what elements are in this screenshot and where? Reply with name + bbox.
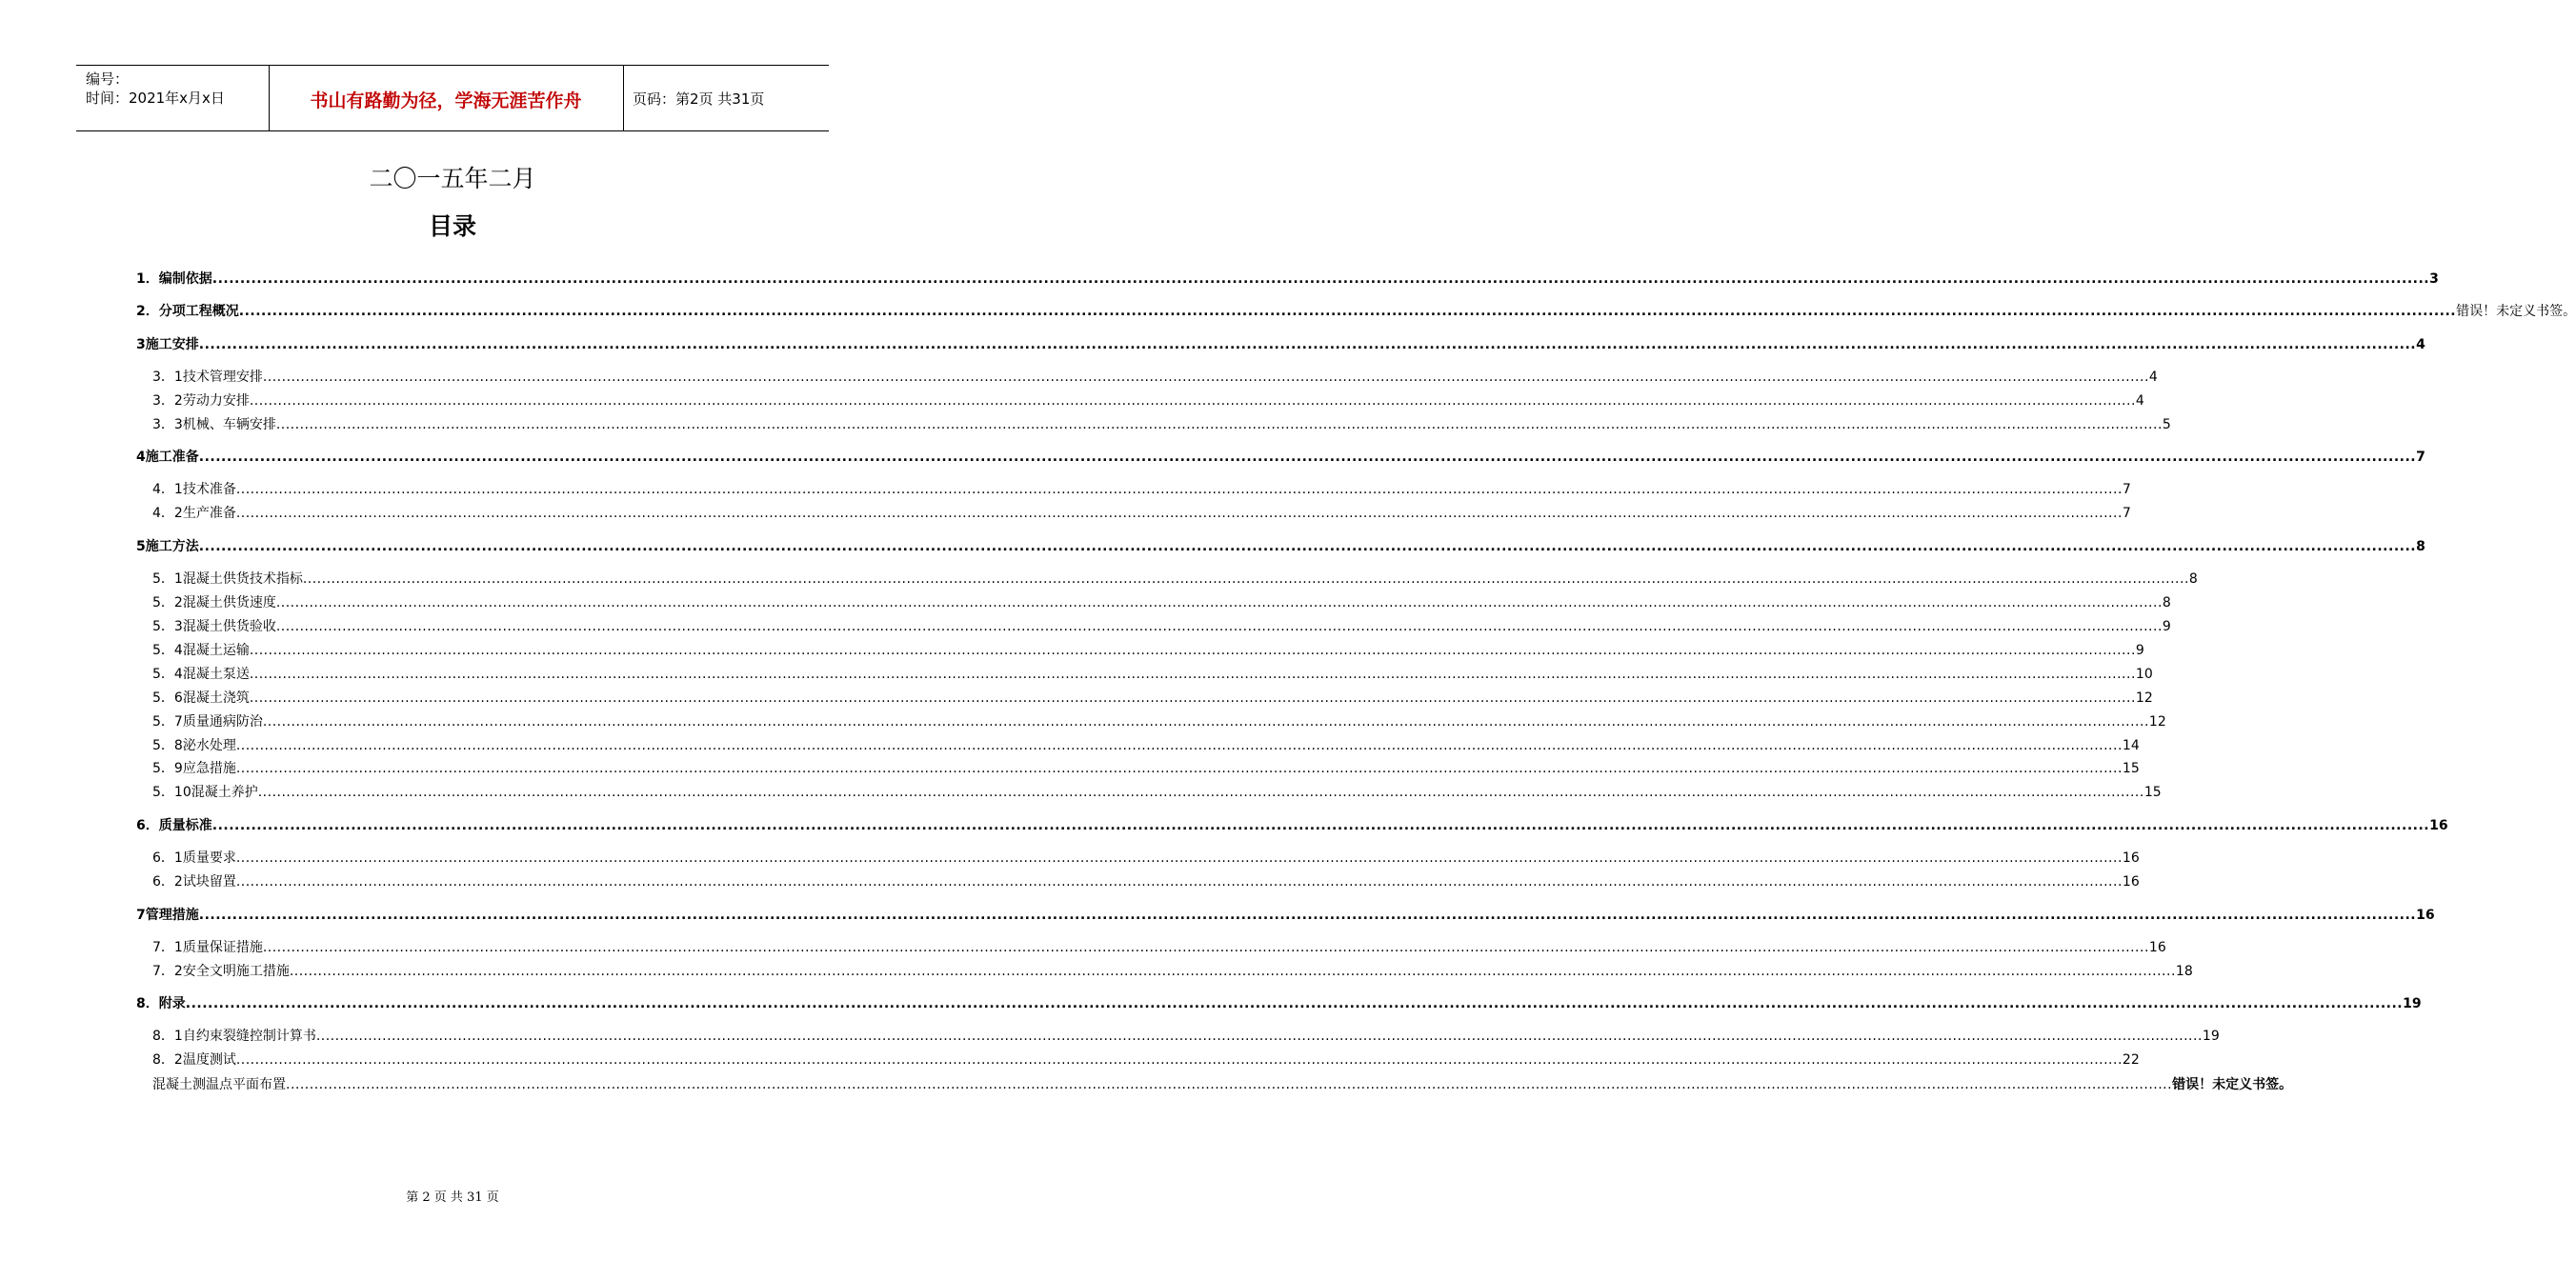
toc-entry-label: 6．1质量要求	[152, 850, 236, 866]
toc-entry-label: 8．1自约束裂缝控制计算书	[152, 1029, 316, 1044]
toc-entry-label: 5．2混凝土供货速度	[152, 595, 276, 610]
toc-entry-page: 错误！未定义书签。	[2456, 304, 2576, 319]
toc-entry-label: 4．1技术准备	[152, 482, 236, 497]
toc-entry[interactable]	[152, 616, 2171, 635]
toc-leader-dots: ................................................................................................................................................................................................................................................................................................................................................................................................................	[185, 996, 2404, 1011]
toc-leader-dots: ................................................................................................................................................................................................................................................................................................................................................................................................................	[198, 908, 2417, 923]
toc-entry[interactable]	[136, 269, 2439, 288]
toc-entry[interactable]	[152, 1074, 2293, 1093]
toc-leader-dots: ................................................................................................................................................................................................................................................................................................................................................................................................................	[198, 539, 2417, 554]
toc-leader-dots: ................................................................................................................................................................................................................................................................................................................................................................................................................	[262, 370, 2149, 385]
toc-entry-page: 16	[2122, 850, 2140, 866]
toc-entry[interactable]	[152, 479, 2131, 498]
toc-leader-dots: ................................................................................................................................................................................................................................................................................................................................................................................................................	[249, 690, 2136, 706]
toc-leader-dots: ................................................................................................................................................................................................................................................................................................................................................................................................................	[249, 667, 2136, 682]
toc-leader-dots: ................................................................................................................................................................................................................................................................................................................................................................................................................	[235, 761, 2123, 776]
toc-entry[interactable]	[136, 815, 2448, 834]
toc-entry[interactable]	[136, 447, 2425, 466]
toc-entry[interactable]	[152, 414, 2171, 433]
toc-entry-page: 8	[2416, 539, 2425, 554]
toc-entry-page: 7	[2122, 506, 2131, 521]
toc-leader-dots: ................................................................................................................................................................................................................................................................................................................................................................................................................	[315, 1029, 2203, 1044]
toc-entry-page: 12	[2135, 690, 2153, 706]
toc-entry-label: 3．1技术管理安排	[152, 370, 263, 385]
toc-entry[interactable]	[136, 301, 2576, 320]
toc-entry-page: 19	[2403, 996, 2422, 1011]
toc-entry-label: 5．10混凝土养护	[152, 785, 258, 800]
toc-entry-label: 3．3机械、车辆安排	[152, 417, 276, 432]
toc-entry-page: 8	[2162, 595, 2171, 610]
toc-entry-label: 6．2试块留置	[152, 874, 236, 890]
toc-leader-dots: ................................................................................................................................................................................................................................................................................................................................................................................................................	[235, 738, 2123, 753]
header-page-info: 页码：第2页 共31页	[633, 90, 765, 108]
toc-leader-dots: ................................................................................................................................................................................................................................................................................................................................................................................................................	[235, 1052, 2123, 1068]
toc-leader-dots: ................................................................................................................................................................................................................................................................................................................................................................................................................	[262, 714, 2149, 730]
toc-leader-dots: ................................................................................................................................................................................................................................................................................................................................................................................................................	[211, 271, 2430, 287]
toc-leader-dots: ................................................................................................................................................................................................................................................................................................................................................................................................................	[275, 619, 2163, 634]
toc-entry-page: 4	[2135, 393, 2144, 409]
toc-entry[interactable]	[152, 711, 2166, 730]
toc-entry[interactable]	[152, 503, 2131, 522]
toc-entry-page: 错误！未定义书签。	[2172, 1077, 2293, 1092]
toc-entry[interactable]	[152, 871, 2140, 890]
header-number: 编号：	[86, 70, 130, 88]
toc-entry[interactable]	[152, 569, 2198, 588]
toc-entry-label: 5．4混凝土泵送	[152, 667, 250, 682]
toc-entry[interactable]	[152, 1026, 2220, 1045]
toc-entry[interactable]	[152, 1050, 2140, 1069]
toc-leader-dots: ................................................................................................................................................................................................................................................................................................................................................................................................................	[198, 337, 2417, 352]
toc-entry-page: 16	[2429, 818, 2448, 833]
toc-entry-page: 16	[2416, 908, 2435, 923]
toc-entry-label: 1．编制依据	[136, 271, 212, 287]
toc-entry-label: 5．9应急措施	[152, 761, 236, 776]
toc-entry[interactable]	[152, 782, 2162, 801]
toc-entry-label: 7．1质量保证措施	[152, 940, 263, 955]
toc-entry-page: 4	[2148, 370, 2158, 385]
toc-leader-dots: ................................................................................................................................................................................................................................................................................................................................................................................................................	[238, 304, 2457, 319]
toc-entry[interactable]	[136, 905, 2435, 924]
toc-leader-dots: ................................................................................................................................................................................................................................................................................................................................................................................................................	[249, 643, 2136, 658]
toc-leader-dots: ................................................................................................................................................................................................................................................................................................................................................................................................................	[249, 393, 2136, 409]
toc-entry[interactable]	[152, 367, 2158, 386]
toc-entry-label: 5．4混凝土运输	[152, 643, 250, 658]
toc-entry-page: 7	[2122, 482, 2131, 497]
toc-entry-page: 22	[2122, 1052, 2140, 1068]
toc-entry[interactable]	[152, 390, 2144, 410]
toc-entry-label: 混凝土测温点平面布置	[152, 1077, 286, 1092]
toc-leader-dots: ................................................................................................................................................................................................................................................................................................................................................................................................................	[235, 506, 2123, 521]
document-date: 二〇一五年二月	[369, 165, 536, 192]
toc-entry-label: 5．6混凝土浇筑	[152, 690, 250, 706]
toc-leader-dots: ................................................................................................................................................................................................................................................................................................................................................................................................................	[235, 850, 2123, 866]
toc-entry-page: 15	[2122, 761, 2140, 776]
toc-leader-dots: ................................................................................................................................................................................................................................................................................................................................................................................................................	[262, 940, 2149, 955]
toc-leader-dots: ................................................................................................................................................................................................................................................................................................................................................................................................................	[257, 785, 2144, 800]
toc-entry[interactable]	[152, 735, 2140, 754]
toc-leader-dots: ................................................................................................................................................................................................................................................................................................................................................................................................................	[211, 818, 2430, 833]
toc-entry[interactable]	[152, 688, 2153, 707]
toc-entry[interactable]	[152, 961, 2193, 980]
toc-entry-label: 7．2安全文明施工措施	[152, 964, 290, 979]
toc-entry[interactable]	[152, 758, 2140, 777]
toc-entry-label: 8．附录	[136, 996, 186, 1011]
toc-leader-dots: ................................................................................................................................................................................................................................................................................................................................................................................................................	[275, 417, 2163, 432]
toc-entry-page: 9	[2162, 619, 2171, 634]
page-footer: 第 2 页 共 31 页	[406, 1190, 499, 1205]
toc-leader-dots: ................................................................................................................................................................................................................................................................................................................................................................................................................	[275, 595, 2163, 610]
toc-entry-page: 5	[2162, 417, 2171, 432]
toc-entry-label: 5．3混凝土供货验收	[152, 619, 276, 634]
toc-entry[interactable]	[136, 536, 2425, 555]
toc-entry[interactable]	[136, 993, 2422, 1012]
toc-leader-dots: ................................................................................................................................................................................................................................................................................................................................................................................................................	[235, 874, 2123, 890]
toc-entry[interactable]	[152, 848, 2140, 867]
toc-entry-label: 5．7质量通病防治	[152, 714, 263, 730]
toc-entry[interactable]	[136, 334, 2425, 353]
toc-title: 目录	[428, 212, 476, 240]
toc-entry-page: 18	[2175, 964, 2193, 979]
toc-entry[interactable]	[152, 640, 2144, 659]
header-meta	[86, 70, 225, 108]
toc-leader-dots: ................................................................................................................................................................................................................................................................................................................................................................................................................	[289, 964, 2176, 979]
toc-entry-label: 3．2劳动力安排	[152, 393, 250, 409]
toc-entry-page: 9	[2135, 643, 2144, 658]
toc-entry-label: 4．2生产准备	[152, 506, 236, 521]
toc-entry[interactable]	[152, 664, 2153, 683]
toc-entry-page: 7	[2416, 450, 2425, 465]
page-header	[76, 65, 829, 131]
toc-entry-page: 16	[2122, 874, 2140, 890]
toc-entry-page: 3	[2429, 271, 2439, 287]
toc-entry-label: 2．分项工程概况	[136, 304, 239, 319]
toc-entry-label: 5．1混凝土供货技术指标	[152, 571, 303, 587]
toc-entry-page: 12	[2148, 714, 2166, 730]
toc-entry[interactable]	[152, 937, 2166, 956]
header-divider	[623, 66, 624, 130]
toc-entry-label: 5．8泌水处理	[152, 738, 236, 753]
toc-entry-label: 5施工方法	[136, 539, 199, 554]
toc-entry-page: 19	[2202, 1029, 2220, 1044]
toc-leader-dots: ................................................................................................................................................................................................................................................................................................................................................................................................................	[302, 571, 2189, 587]
toc-entry-page: 14	[2122, 738, 2140, 753]
header-date: 时间：2021年x月x日	[86, 90, 225, 107]
toc-entry-label: 3施工安排	[136, 337, 199, 352]
toc-leader-dots: ................................................................................................................................................................................................................................................................................................................................................................................................................	[235, 482, 2123, 497]
toc-entry-label: 8．2温度测试	[152, 1052, 236, 1068]
toc-entry[interactable]	[152, 592, 2171, 611]
toc-leader-dots: ................................................................................................................................................................................................................................................................................................................................................................................................................	[198, 450, 2417, 465]
toc-entry-label: 6．质量标准	[136, 818, 212, 833]
toc-entry-label: 4施工准备	[136, 450, 199, 465]
toc-entry-page: 15	[2143, 785, 2162, 800]
toc-entry-page: 10	[2135, 667, 2153, 682]
toc-entry-label: 7管理措施	[136, 908, 199, 923]
toc-entry-page: 8	[2188, 571, 2198, 587]
toc-entry-page: 16	[2148, 940, 2166, 955]
toc-leader-dots: ................................................................................................................................................................................................................................................................................................................................................................................................................	[286, 1077, 2173, 1092]
toc-entry-page: 4	[2416, 337, 2425, 352]
header-motto: 书山有路勤为径，学海无涯苦作舟	[310, 90, 582, 111]
